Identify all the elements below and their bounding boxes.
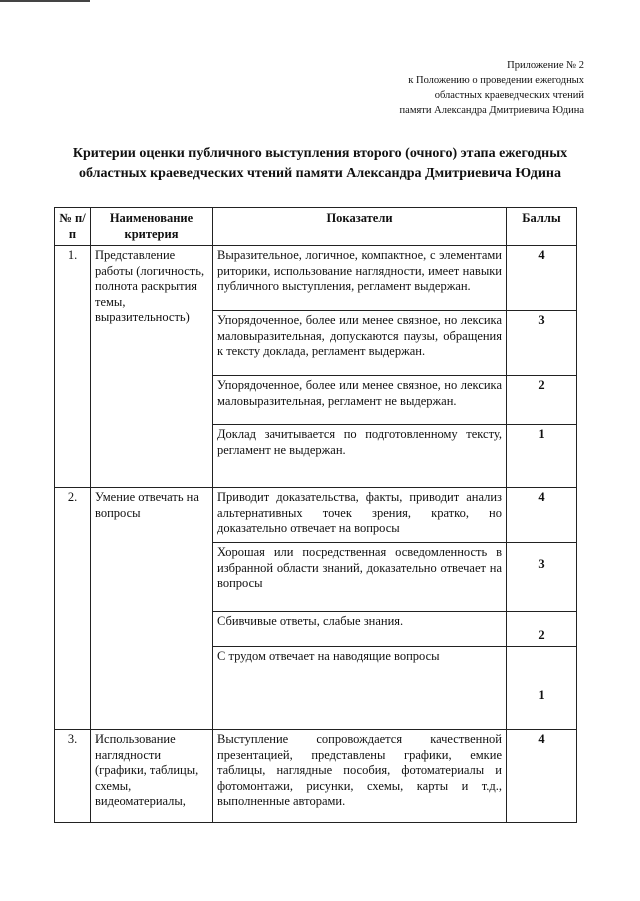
header-indicators: Показатели <box>213 208 507 246</box>
score-value: 4 <box>507 730 577 823</box>
criteria-table <box>54 207 577 823</box>
indicator-text: Приводит доказательства, факты, приводит анализ альтернативных точек зрения, кратко, но доказательно отвечает на вопросы <box>213 488 507 543</box>
indicator-text: С трудом отвечает на наводящие вопросы <box>213 647 507 730</box>
score-value: 2 <box>507 612 577 647</box>
criterion-name: Использование наглядности (графики, таблицы, схемы, видеоматериалы, <box>91 730 213 823</box>
appendix-line-2: к Положению о проведении ежегодных <box>408 75 584 86</box>
header-num: № п/п <box>55 208 91 246</box>
appendix-header <box>400 58 584 118</box>
table-row <box>55 488 577 543</box>
score-value: 4 <box>507 246 577 311</box>
score-value: 3 <box>507 543 577 612</box>
indicator-text: Упорядоченное, более или менее связное, но лексика маловыразительная, допускаются паузы, обращения к тексту доклада, регламент выдержан. <box>213 311 507 376</box>
criterion-name: Умение отвечать на вопросы <box>91 488 213 730</box>
row-num: 3. <box>55 730 91 823</box>
row-num: 1. <box>55 246 91 488</box>
scan-edge-line <box>0 0 90 2</box>
indicator-text: Сбивчивые ответы, слабые знания. <box>213 612 507 647</box>
indicator-text: Хорошая или посредственная осведомленность в избранной области знаний, доказательно отвечает на вопросы <box>213 543 507 612</box>
score-value: 1 <box>507 425 577 488</box>
indicator-text: Выступление сопровождается качественной презентацией, представлены графики, емкие таблицы, наглядные пособия, фотоматериалы и фотомонтажи, рисунки, схемы, карты и т.д., выполненные авторами. <box>213 730 507 823</box>
document-title-line-2: областных краеведческих чтений памяти Александра Дмитриевича Юдина <box>79 166 561 181</box>
criterion-name: Представление работы (логичность, полнота раскрытия темы, выразительность) <box>91 246 213 488</box>
score-value: 3 <box>507 311 577 376</box>
score-value: 1 <box>507 647 577 730</box>
indicator-text: Выразительное, логичное, компактное, с элементами риторики, использование наглядности, имеет навыки публичного выступления, регламент выдержан. <box>213 246 507 311</box>
indicator-text: Упорядоченное, более или менее связное, но лексика маловыразительная, регламент не выдержан. <box>213 376 507 425</box>
appendix-line-4: памяти Александра Дмитриевича Юдина <box>399 105 584 116</box>
appendix-line-1: Приложение № 2 <box>507 60 584 71</box>
document-title-line-1: Критерии оценки публичного выступления второго (очного) этапа ежегодных <box>72 146 568 161</box>
indicator-text: Доклад зачитывается по подготовленному тексту, регламент не выдержан. <box>213 425 507 488</box>
document-title <box>40 144 600 184</box>
header-score: Баллы <box>507 208 577 246</box>
score-value: 2 <box>507 376 577 425</box>
table-header-row <box>55 208 577 246</box>
table-row <box>55 730 577 823</box>
score-value: 4 <box>507 488 577 543</box>
table-row <box>55 246 577 311</box>
row-num: 2. <box>55 488 91 730</box>
appendix-line-3: областных краеведческих чтений <box>434 90 584 101</box>
header-name: Наименование критерия <box>91 208 213 246</box>
